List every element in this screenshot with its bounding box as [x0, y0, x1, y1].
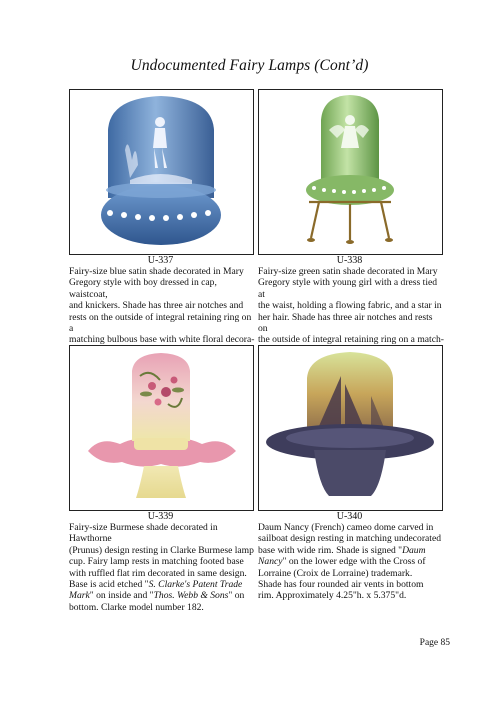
desc-line: with ruffled flat rim decorated in same design. — [69, 567, 247, 579]
desc-line: bottom. Clarke model number 182. — [69, 601, 204, 613]
desc-italic: Nancy — [258, 556, 283, 568]
desc-italic: Daum — [402, 544, 426, 556]
photo-daum-nancy-lamp — [258, 345, 443, 511]
desc-text: base with wide rim. Shade is signed " — [258, 544, 403, 556]
desc-line — [69, 590, 255, 601]
desc-line: Fairy-size blue satin shade decorated in Mary — [69, 266, 244, 277]
green-fairy-lamp-image — [259, 90, 442, 254]
item-description — [258, 522, 444, 602]
desc-line — [258, 556, 444, 567]
page-title: Undocumented Fairy Lamps (Cont’d) — [130, 57, 369, 74]
desc-text: " on — [228, 590, 245, 602]
blue-fairy-lamp-image — [70, 90, 253, 254]
desc-line: Gregory style with young girl with a dress tied at — [258, 277, 438, 300]
desc-line: matching bulbous base with white floral decora- — [69, 334, 255, 346]
desc-line: sailboat design resting in matching undecorated — [258, 533, 442, 545]
desc-text: " on the lower edge with the Cross of — [282, 556, 426, 568]
desc-line: her hair. Shade has three air notches and rests on — [258, 311, 433, 335]
desc-text: " on inside and " — [89, 590, 154, 602]
desc-italic: Mark — [69, 590, 90, 602]
desc-line — [258, 545, 444, 556]
lot-number: U-337 — [147, 255, 174, 266]
page-number: Page 85 — [419, 638, 450, 648]
photo-burmese-fairy-lamp — [69, 345, 254, 511]
lot-number: U-338 — [336, 255, 363, 266]
burmese-fairy-lamp-image — [70, 346, 253, 510]
lot-number: U-340 — [336, 511, 363, 522]
desc-line: rests on the outside of integral retaining ring on a — [69, 311, 252, 335]
desc-line: rim. Approximately 4.25"h. x 5.375"d. — [258, 590, 407, 602]
desc-line: Lorraine (Croix de Lorraine) trademark. — [258, 567, 413, 579]
photo-blue-fairy-lamp — [69, 89, 254, 255]
photo-green-fairy-lamp — [258, 89, 443, 255]
daum-nancy-lamp-image — [259, 346, 442, 510]
lot-number: U-339 — [147, 511, 174, 522]
desc-line: the outside of integral retaining ring on a match- — [258, 334, 444, 346]
desc-line: Shade has four rounded air vents in bottom — [258, 579, 424, 591]
desc-text: Base is acid etched " — [69, 579, 149, 591]
item-description — [69, 266, 255, 357]
desc-line: Gregory style with boy dressed in cap, waistcoat, — [69, 277, 217, 300]
desc-line: Fairy-size green satin shade decorated in Mary — [258, 266, 438, 277]
desc-line: Fairy-size Burmese shade decorated in Hawthorne — [69, 522, 218, 545]
desc-line: (Prunus) design resting in Clarke Burmese lamp — [69, 544, 254, 556]
desc-line: Daum Nancy (French) cameo dome carved in — [258, 522, 434, 533]
desc-italic: S. Clarke's Patent Trade — [148, 579, 243, 591]
desc-line: the waist, holding a flowing fabric, and a star in — [258, 300, 442, 312]
desc-line: and knickers. Shade has three air notches and — [69, 300, 244, 312]
desc-line — [69, 579, 255, 590]
desc-line: cup. Fairy lamp rests in matching footed base — [69, 556, 244, 568]
item-description — [69, 522, 255, 613]
desc-italic: Thos. Webb & Sons — [153, 590, 229, 602]
